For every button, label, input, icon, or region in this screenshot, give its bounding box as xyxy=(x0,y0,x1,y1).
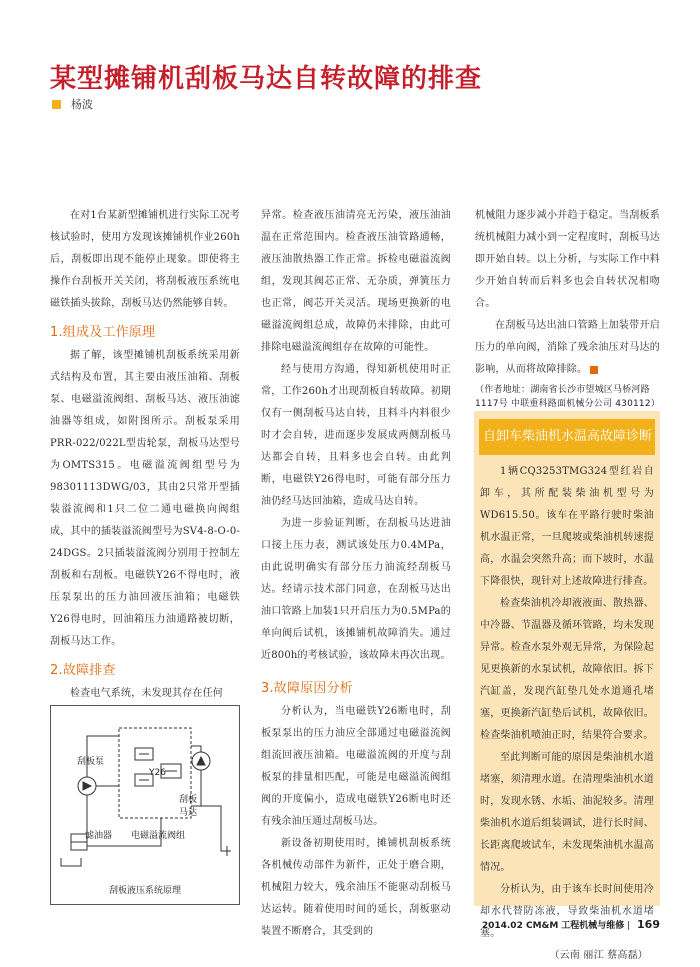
motor-label: 刮板 马达 xyxy=(179,795,198,818)
page-footer xyxy=(482,918,660,931)
hydraulic-diagram-figure xyxy=(50,705,240,905)
paragraph: 为进一步验证判断，在刮板马达进油口接上压力表，测试该处压力0.4MPa，由此说明确实有部分压力油流经刮板马达。经请示技术部门同意，在刮板马达出油口管路上加装1只开启压力为0.5MPa的单向阀后试机，该摊铺机故障消失。通过近800h的考核试验，该故障未再次出现。 xyxy=(261,518,451,661)
paragraph: 新设备初期使用时，摊铺机刮板系统各机械传动部件为新件，正处于磨合期，机械阻力较大，残余油压不能驱动刮板马达运转。随着使用时间的延长，刮板驱动装置不断磨合，其受到的 xyxy=(261,838,451,937)
paragraph xyxy=(475,315,660,381)
section-heading: 2.故障排查 xyxy=(50,663,116,678)
section-heading: 3.故障原因分析 xyxy=(261,681,354,696)
solenoid-label: Y26 xyxy=(149,768,166,778)
square-bullet-icon xyxy=(52,100,61,109)
paragraph: 异常。检查液压油清亮无污染，液压油油温在正常范围内。检查液压油管路通畅，液压油散热器工作正常。拆检电磁溢流阀组，发现其阀芯正常、无杂质，弹簧压力也正常，阀芯开关灵活。现场更换新的电磁溢流阀组总成，故障仍未排除，由此可排除电磁溢流阀组存在故障的可能性。 xyxy=(261,210,451,353)
paragraph-text: 在刮板马达出油口管路上加装带开启压力的单向阀，消除了残余油压对马达的影响，从而将故障排除。 xyxy=(475,320,660,375)
paragraph: 分析认为，由于该车长时间使用冷却水代替防冻液，导致柴油机水道堵塞。 xyxy=(480,884,654,939)
author-address: （作者地址：湖南省长沙市望城区马桥河路1117号 中联重科路面机械分公司 430112） xyxy=(475,385,660,409)
paragraph: 据了解，该型摊铺机刮板系统采用新式结构及布置，其主要由液压油箱、刮板泵、电磁溢流阀组、刮板马达、液压油滤油器等组成，如附图所示。刮板泵采用PRR-022/022L型齿轮泵，刮板马达型号为OMTS315。电磁溢流阀组型号为98301113DWG/03，其由2只常开型插装溢流阀和1只二位二通电磁换向阀组成，其中的插装溢流阀型号为SV4-8-O-0-24DGS。2只插装溢流阀分别用于控制左刮板和右刮板。电磁铁Y26不得电时，液压泵泵出的压力油回液压油箱；电磁铁Y26得电时，回油箱压力油通路被切断，刮板马达工作。 xyxy=(50,350,240,647)
paragraph: 分析认为，当电磁铁Y26断电时，刮板泵泵出的压力油应全部通过电磁溢流阀组流回液压油箱。电磁溢流阀的开度与刮板泵的排量相匹配，可能是电磁溢流阀组阀的开度偏小，造成电磁铁Y26断电时还有残余油压通过刮板马达。 xyxy=(261,706,451,827)
hydraulic-schematic xyxy=(51,706,239,876)
valve-label: 电磁溢流阀组 xyxy=(131,831,186,841)
footer-separator: | xyxy=(627,921,631,931)
sidebar-title: 自卸车柴油机水温高故障诊断 xyxy=(479,419,655,455)
end-square-icon xyxy=(590,366,598,374)
column-2 xyxy=(261,205,451,943)
page-number: 169 xyxy=(637,918,660,931)
pump-label: 刮板泵 xyxy=(77,757,105,767)
paragraph: 在对1台某新型摊铺机进行实际工况考核试验时，使用方发现该摊铺机作业260h后，刮板即出现不能停止现象。即使将主操作台刮板开关关闭，将刮板液压系统电磁铁插头拔除，刮板马达仍然能够自转。 xyxy=(50,210,240,309)
author-name: 杨波 xyxy=(71,98,93,111)
paragraph: 经与使用方沟通，得知新机使用时正常，工作260h才出现刮板自转故障。初期仅有一侧刮板马达自转，且料斗内料很少时才会自转，进而逐步发展成两侧刮板马达都会自转，且料多也会自转。由此判断，电磁铁Y26得电时，可能有部分压力油仍经马达回油箱，造成马达自转。 xyxy=(261,364,451,507)
figure-caption: 刮板液压系统原理 xyxy=(108,886,181,896)
section-heading: 1.组成及工作原理 xyxy=(50,325,156,340)
paragraph: 至此判断可能的原因是柴油机水道堵塞，须清理水道。在清理柴油机水道时，发现水锈、水垢、油泥较多。清理柴油机水道后组装调试，进行长时间、长距离爬坡试车，未发现柴油机水温高情况。 xyxy=(480,752,654,873)
byline xyxy=(52,96,93,112)
filter-label: 滤油器 xyxy=(85,831,113,841)
article-title: 某型摊铺机刮板马达自转故障的排查 xyxy=(50,64,483,94)
issue-info: 2014.02 CM&M xyxy=(481,921,559,931)
sidebar-body xyxy=(480,461,654,967)
magazine-name: 工程机械与维修 xyxy=(561,921,625,931)
paragraph: 1辆CQ3253TMG324型红岩自卸车，其所配装柴油机型号为WD615.50。该车在平路行驶时柴油机水温正常，一旦爬坡或柴油机转速提高，水温会突然升高；而下坡时，水温下降很快，现针对上述故障进行排查。 xyxy=(480,466,654,587)
paragraph: 检查电气系统，未发现其存在任何 xyxy=(70,688,223,699)
column-1 xyxy=(50,205,240,705)
sidebar-signature: （云南 丽江 蔡高磊） xyxy=(549,950,648,961)
column-3 xyxy=(475,205,660,411)
paragraph: 检查柴油机冷却液液面、散热器、中冷器、节温器及循环管路，均未发现异常。检查水泵外观无异常，为保险起见更换新的水泵试机，故障依旧。拆下汽缸盖，发现汽缸垫几处水道通孔堵塞，更换新汽缸垫后试机，故障依旧。检查柴油机喷油正时，结果符合要求。 xyxy=(480,598,654,741)
paragraph: 机械阻力逐步减小并趋于稳定。当刮板系统机械阻力减小到一定程度时，刮板马达即开始自转。以上分析，与实际工作中料少开始自转而后料多也会自转状况相吻合。 xyxy=(475,210,660,309)
